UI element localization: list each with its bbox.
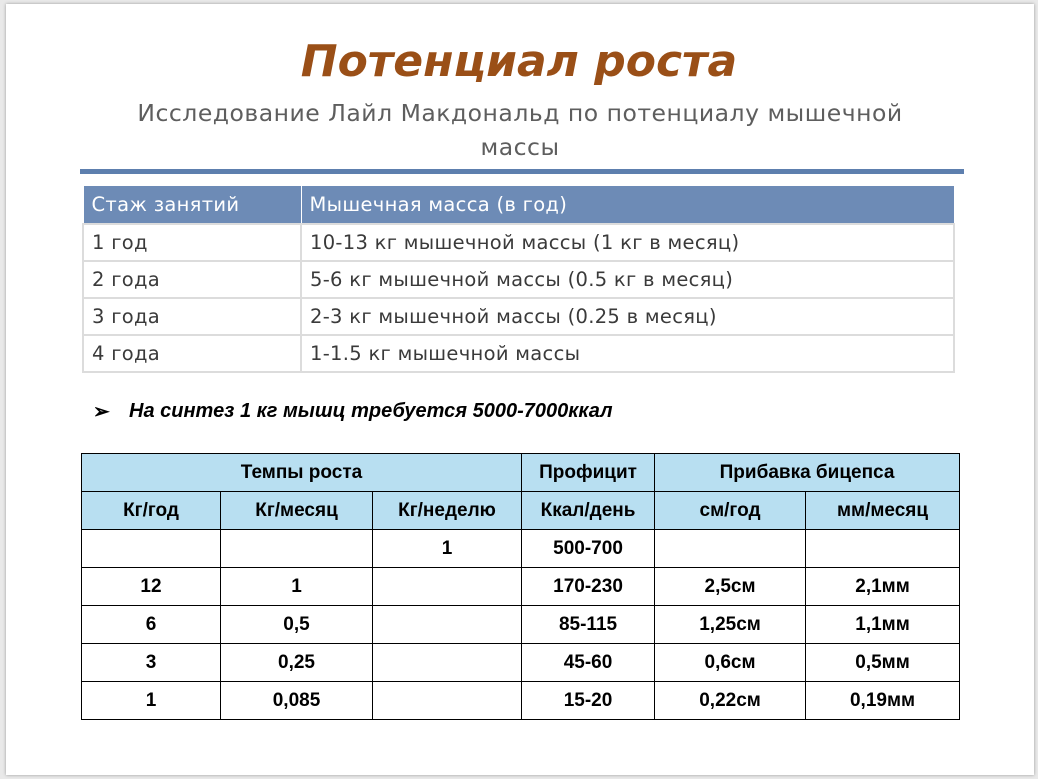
column-header: Кг/год	[82, 492, 221, 530]
table-cell: 3 года	[83, 298, 301, 335]
table-row	[83, 224, 954, 261]
table-row	[83, 298, 954, 335]
table-cell: 1	[82, 682, 221, 720]
table-row	[82, 606, 960, 644]
table-cell: 1-1.5 кг мышечной массы	[301, 335, 954, 372]
table-cell: 170-230	[522, 568, 655, 606]
table-row	[83, 261, 954, 298]
table-cell: 4 года	[83, 335, 301, 372]
sub-header-row	[82, 492, 960, 530]
group-header-row	[82, 454, 960, 492]
group-header: Прибавка бицепса	[655, 454, 960, 492]
table-cell: 2,5см	[655, 568, 806, 606]
table-cell: 5-6 кг мышечной массы (0.5 кг в месяц)	[301, 261, 954, 298]
table-row	[83, 335, 954, 372]
table-cell: 0,22см	[655, 682, 806, 720]
column-header: мм/месяц	[806, 492, 960, 530]
table-cell: 500-700	[522, 530, 655, 568]
table-cell: 2 года	[83, 261, 301, 298]
column-header: Ккал/день	[522, 492, 655, 530]
table-cell: 0,6см	[655, 644, 806, 682]
table-cell: 0,085	[221, 682, 373, 720]
table-cell: 1	[221, 568, 373, 606]
table-cell: 2,1мм	[806, 568, 960, 606]
table-cell	[82, 530, 221, 568]
group-header: Темпы роста	[82, 454, 522, 492]
group-header: Профицит	[522, 454, 655, 492]
table-cell: 2-3 кг мышечной массы (0.25 в месяц)	[301, 298, 954, 335]
table-row	[82, 682, 960, 720]
table-header-row	[83, 186, 954, 225]
divider-rule	[80, 169, 964, 174]
arrowhead-bullet-icon: ➢	[93, 400, 110, 423]
table-cell	[655, 530, 806, 568]
table-cell	[373, 606, 522, 644]
table-cell: 6	[82, 606, 221, 644]
column-header: Кг/месяц	[221, 492, 373, 530]
table-row	[82, 530, 960, 568]
table-cell	[221, 530, 373, 568]
table-cell: 12	[82, 568, 221, 606]
table-cell	[373, 644, 522, 682]
column-header: Стаж занятий	[83, 186, 301, 225]
table-cell: 0,5	[221, 606, 373, 644]
growth-rate-table	[81, 453, 960, 720]
table-cell: 0,25	[221, 644, 373, 682]
slide-title: Потенциал роста	[300, 36, 738, 87]
table-row	[82, 644, 960, 682]
calorie-note-text: На синтез 1 кг мышц требуется 5000-7000ккал	[129, 399, 613, 422]
table-cell: 0,5мм	[806, 644, 960, 682]
column-header: Мышечная масса (в год)	[301, 186, 954, 225]
calorie-note	[93, 397, 613, 425]
table-cell: 1	[373, 530, 522, 568]
experience-table	[82, 185, 955, 373]
table-cell	[373, 682, 522, 720]
table-cell: 1 год	[83, 224, 301, 261]
table-cell: 15-20	[522, 682, 655, 720]
table-cell: 85-115	[522, 606, 655, 644]
column-header: Кг/неделю	[373, 492, 522, 530]
table-cell: 1,1мм	[806, 606, 960, 644]
table-cell: 0,19мм	[806, 682, 960, 720]
table-cell: 45-60	[522, 644, 655, 682]
table-cell: 10-13 кг мышечной массы (1 кг в месяц)	[301, 224, 954, 261]
slide-subtitle: Исследование Лайл Макдональд по потенциалу мышечной массы	[137, 99, 903, 161]
table-cell: 3	[82, 644, 221, 682]
column-header: см/год	[655, 492, 806, 530]
table-cell: 1,25см	[655, 606, 806, 644]
table-cell	[373, 568, 522, 606]
table-cell	[806, 530, 960, 568]
table-row	[82, 568, 960, 606]
